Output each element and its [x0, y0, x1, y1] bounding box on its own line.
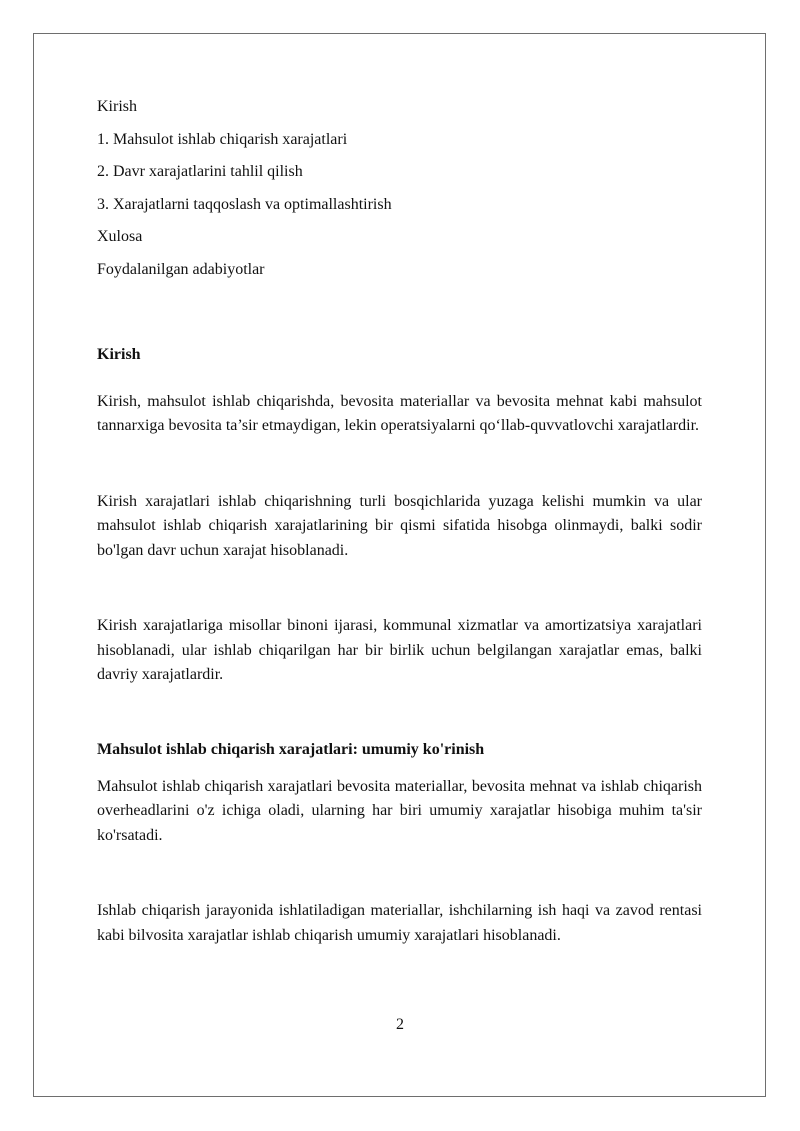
page-number: 2 — [396, 1016, 404, 1033]
section-heading-production-costs: Mahsulot ishlab chiqarish xarajatlari: umumiy ko'rinish — [97, 740, 485, 758]
toc-item-comparison: 3. Xarajatlarni taqqoslash va optimallashtirish — [97, 195, 392, 213]
toc-item-production-costs: 1. Mahsulot ishlab chiqarish xarajatlari — [97, 130, 348, 148]
intro-paragraph-2: Kirish xarajatlari ishlab chiqarishning turli bosqichlarida yuzaga kelishi mumkin va ular mahsulot ishlab chiqarish xarajatlarining bir qismi sifatida hisobga olinmaydi, balki sodir bo'lgan davr uchun xarajat hisoblanadi. — [97, 492, 702, 559]
production-paragraph-1: Mahsulot ishlab chiqarish xarajatlari bevosita materiallar, bevosita mehnat va ishlab chiqarish overheadlarini o'z ichiga oladi, ularning har biri umumiy xarajatlar hisobiga muhim ta'sir ko'rsatadi. — [97, 777, 702, 844]
table-of-contents — [97, 96, 702, 281]
page-content — [97, 96, 702, 948]
intro-paragraph-1: Kirish, mahsulot ishlab chiqarishda, bevosita materiallar va bevosita mehnat kabi mahsulot tannarxiga bevosita ta’sir etmaydigan, lekin operatsiyalarni qo‘llab-quvvatlovchi xarajatlardir. — [97, 392, 702, 434]
toc-item-references: Foydalanilgan adabiyotlar — [97, 260, 265, 278]
toc-item-intro: Kirish — [97, 98, 137, 115]
intro-paragraph-3: Kirish xarajatlariga misollar binoni ijarasi, kommunal xizmatlar va amortizatsiya xarajatlari hisoblanadi, ular ishlab chiqarilgan har bir birlik uchun belgilangan xarajatlar emas, balki davriy xarajatlardir. — [97, 617, 702, 683]
toc-item-period-costs: 2. Davr xarajatlarini tahlil qilish — [97, 163, 303, 180]
section-heading-intro: Kirish — [97, 345, 141, 363]
toc-item-conclusion: Xulosa — [97, 228, 143, 245]
production-paragraph-2: Ishlab chiqarish jarayonida ishlatiladigan materiallar, ishchilarning ish haqi va zavod rentasi kabi bilvosita xarajatlar ishlab chiqarish umumiy xarajatlari hisoblanadi. — [97, 902, 702, 944]
